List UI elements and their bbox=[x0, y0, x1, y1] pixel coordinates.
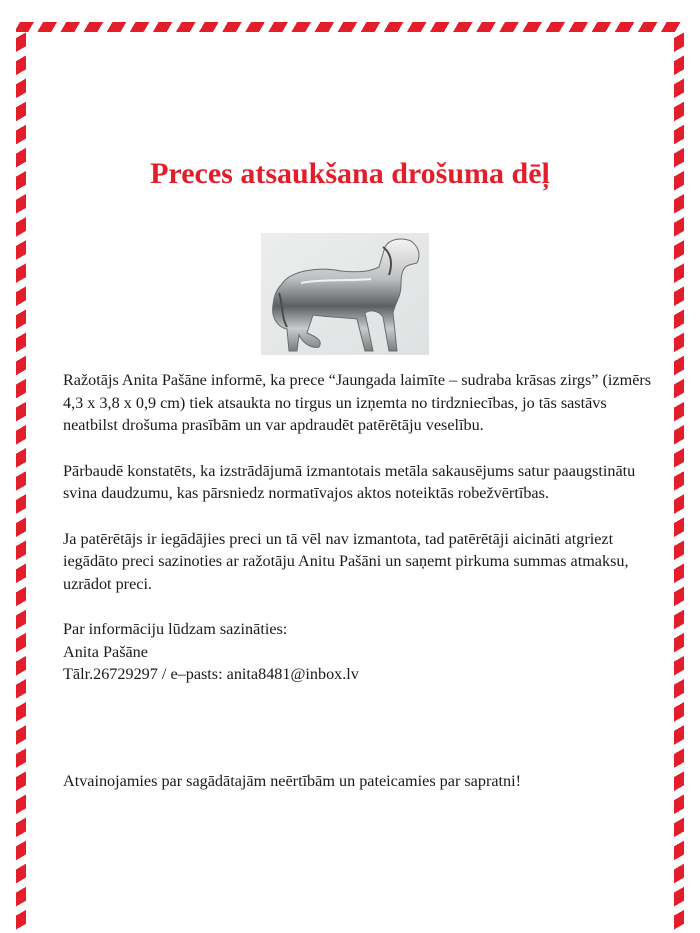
contact-intro: Par informāciju lūdzam sazināties: bbox=[63, 620, 288, 638]
paragraph-recall-notice: Ražotājs Anita Pašāne informē, ka prece “Jaungada laimīte – sudraba krāsas zirgs” (izmērs 4,3 x 3,8 x 0,9 cm) tiek atsaukta no tirgus un izņemta no tirdzniecības, jo tās sastāvs neatbilst drošuma prasībām un var apdraudēt patērētāju veselību. bbox=[63, 371, 652, 434]
contact-name: Anita Pašāne bbox=[63, 642, 148, 661]
border-stripe-top bbox=[16, 22, 684, 32]
contact-block bbox=[63, 618, 663, 686]
contact-phone-email: Tālr.26729297 / e–pasts: anita8481@inbox.lv bbox=[63, 665, 359, 683]
paragraph-refund-instructions: Ja patērētājs ir iegādājies preci un tā vēl nav izmantota, tad patērētāji aicināti atgriezt iegādāto preci sazinoties ar ražotāju Anitu Pašāni un saņemt pirkuma summas atmaksu, uzrādot preci. bbox=[63, 529, 629, 593]
paragraph-inspection-findings: Pārbaudē konstatēts, ka izstrādājumā izmantotais metāla sakausējums satur paaugstinātu svina daudzumu, kas pārsniedz normatīvajos aktos noteiktās robežvērtības. bbox=[63, 461, 636, 502]
body-text bbox=[63, 369, 663, 686]
horse-figurine-photo bbox=[261, 233, 429, 355]
closing-apology: Atvainojamies par sagādātajām neērtībām un pateicamies par sapratni! bbox=[63, 772, 522, 790]
page-title: Preces atsaukšana drošuma dēļ bbox=[150, 157, 550, 190]
horse-figurine-icon bbox=[261, 233, 429, 355]
